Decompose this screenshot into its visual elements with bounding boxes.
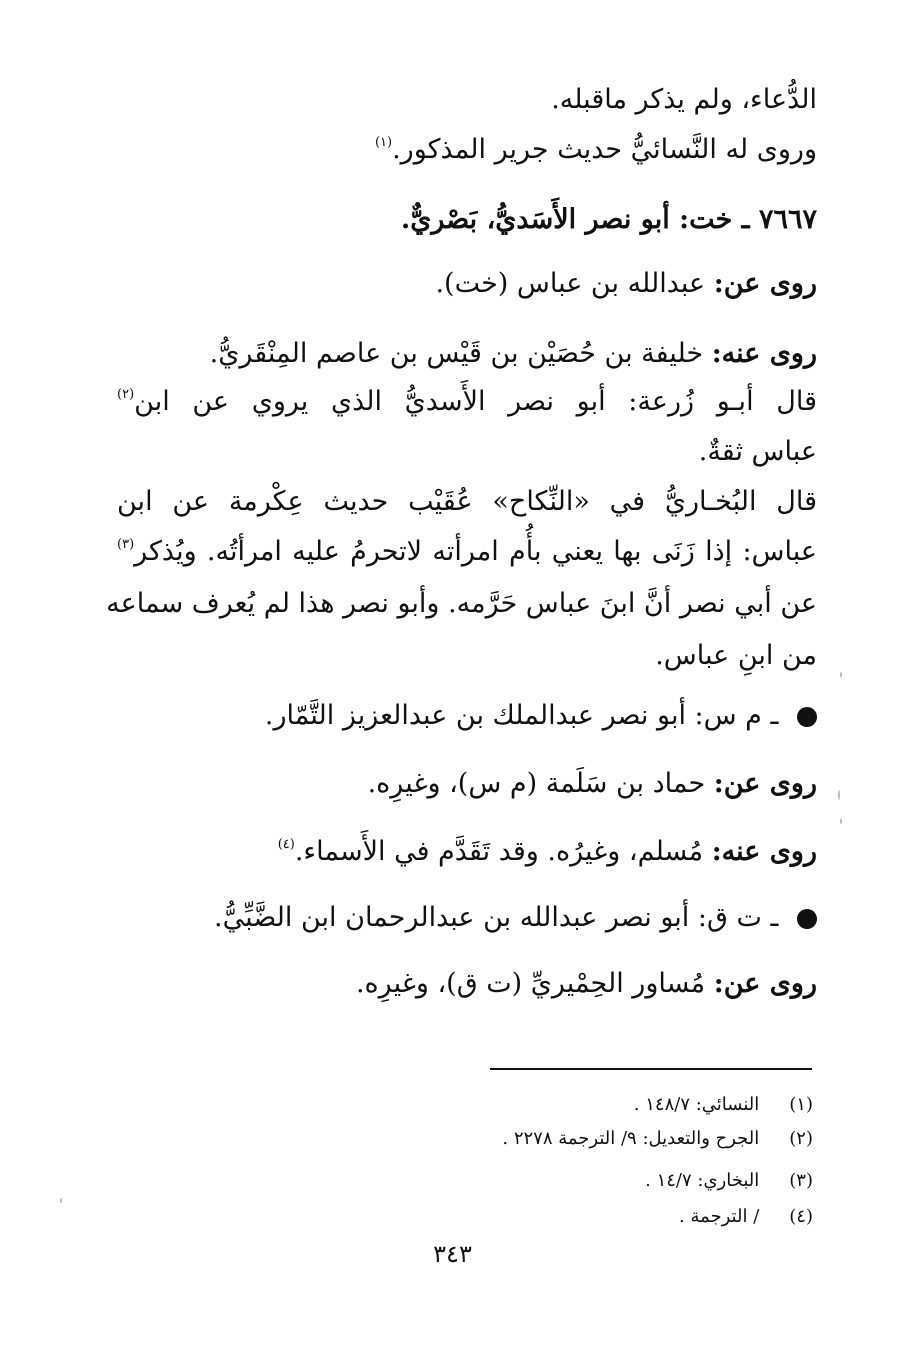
footnote bbox=[313, 1168, 813, 1194]
label-rawa-an: روى عن: bbox=[713, 768, 817, 799]
footnote-number: (٣) bbox=[789, 1170, 813, 1191]
text-line: عن أبي نصر أنَّ ابنَ عباس حَرَّمه. وأبو نصر هذا لم يُعرف سماعه bbox=[106, 588, 817, 619]
narrated-by-line: روى عنه: خليفة بن حُصَيْن بن قَيْس بن عاصم المِنْقَريُّ. bbox=[209, 338, 817, 369]
label-rawa-anhu: روى عنه: bbox=[711, 338, 817, 369]
footnote-text: الجرح والتعديل: ٩/ الترجمة ٢٢٧٨ . bbox=[502, 1128, 760, 1149]
footnote-ref: (٢) bbox=[117, 387, 135, 402]
footnote-ref: (٣) bbox=[117, 537, 135, 552]
text-line bbox=[117, 532, 817, 572]
text-line bbox=[117, 130, 817, 170]
label-rawa-anhu: روى عنه: bbox=[711, 836, 817, 867]
footnote-ref: (٤) bbox=[277, 837, 295, 852]
text-line: قال البُخـاريُّ في «النِّكاح» عُقَيْب حديث عِكْرمة عن ابن bbox=[117, 486, 817, 517]
scan-speck bbox=[840, 672, 842, 678]
footnote-number: (١) bbox=[789, 1094, 813, 1115]
bullet-icon bbox=[797, 909, 817, 929]
scan-speck bbox=[838, 790, 840, 800]
entry-heading: ٧٦٦٧ ـ خت: أبو نصر الأَسَديُّ، بَصْريٌّ. bbox=[400, 204, 817, 235]
narrated-from-line: روى عن: مُساور الحِمْيريِّ (ت ق)، وغيرِه. bbox=[355, 968, 817, 999]
text-segment: مُسلم، وغيرُه. وقد تَقَدَّم في الأَسماء. bbox=[294, 836, 704, 867]
footnote-text: / الترجمة . bbox=[679, 1206, 760, 1227]
footnote bbox=[313, 1092, 813, 1118]
footnote-number: (٢) bbox=[789, 1128, 813, 1149]
footnote bbox=[313, 1204, 813, 1230]
text-line bbox=[117, 382, 817, 422]
footnote-text: البخاري: ١٤/٧ . bbox=[645, 1170, 760, 1191]
narrated-from-line: روى عن: حماد بن سَلَمة (م س)، وغيرِه. bbox=[367, 768, 817, 799]
entry-heading: ـ ت ق: أبو نصر عبدالله بن عبدالرحمان ابن الضَّبِّيُّ. bbox=[117, 898, 817, 938]
page-number: ٣٤٣ bbox=[433, 1240, 472, 1268]
label-rawa-an: روى عن: bbox=[713, 268, 817, 299]
text-line: عباس ثقةٌ. bbox=[698, 436, 817, 467]
scan-speck bbox=[840, 818, 842, 824]
label-rawa-an: روى عن: bbox=[713, 968, 817, 999]
text-line: الدُّعاء، ولم يذكر ماقبله. bbox=[551, 84, 817, 115]
text-line: من ابنِ عباس. bbox=[655, 640, 817, 671]
bullet-icon bbox=[797, 707, 817, 727]
entry-heading: ـ م س: أبو نصر عبدالملك بن عبدالعزيز التَّمّار. bbox=[117, 696, 817, 736]
footnote-divider bbox=[490, 1068, 812, 1070]
scan-speck bbox=[60, 1198, 62, 1203]
narrated-by-line bbox=[117, 832, 817, 872]
footnote-text: النسائي: ١٤٨/٧ . bbox=[633, 1094, 760, 1115]
footnote bbox=[313, 1126, 813, 1152]
narrated-from-line: روى عن: عبدالله بن عباس (خت). bbox=[435, 268, 817, 299]
text-segment: وروى له النَّسائيُّ حديث جرير المذكور. bbox=[392, 134, 817, 165]
text-segment: قال أبـو زُرعة: أبو نصر الأَسديُّ الذي يروي عن ابن bbox=[134, 386, 817, 417]
footnote-number: (٤) bbox=[789, 1206, 813, 1227]
footnote-ref: (١) bbox=[374, 135, 393, 150]
text-segment: عباس: إذا زَنَى بها يعني بأُم امرأته لاتحرمُ عليه امرأتُه. ويُذكر bbox=[134, 536, 817, 567]
